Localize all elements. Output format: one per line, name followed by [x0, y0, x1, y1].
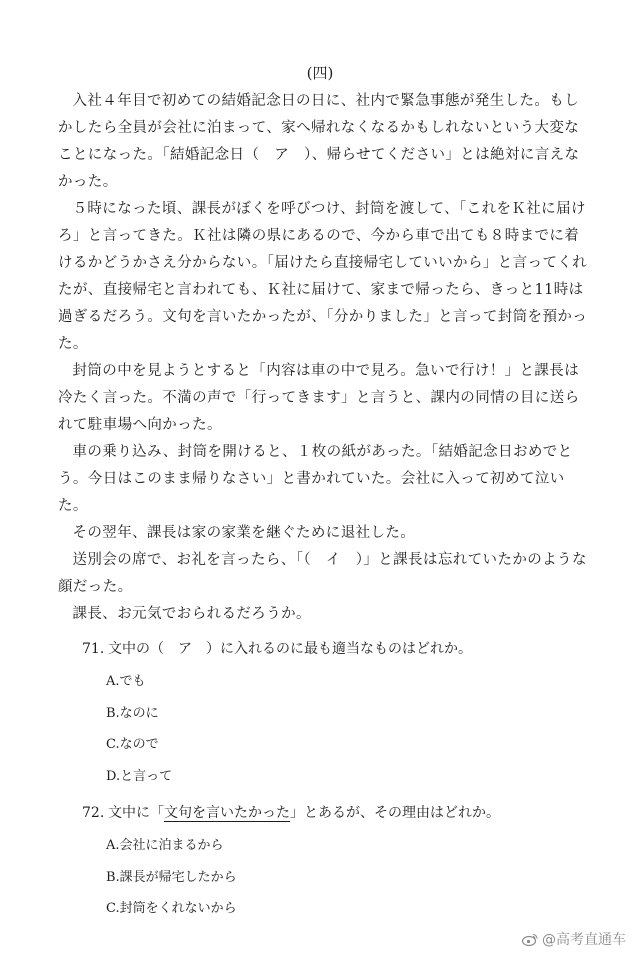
passage-paragraph: ５時になった頃、課長がぼくを呼びつけ、封筒を渡して、「これをＫ社に届けろ」と言ってきた。Ｋ社は隣の県にあるので、今から車で出ても８時までに着けるかどうかさえ分からない。「届けたら直接帰宅していいから」と言ってくれたが、直接帰宅と言われても、Ｋ社に届けて、家まで帰ったら、きっと11時は過ぎるだろう。文句を言いたかったが、「分かりました」と言って封筒を預かった。: [58, 201, 588, 352]
answer-option-c[interactable]: C.なので: [106, 737, 159, 752]
question-stem: [82, 636, 602, 662]
answer-option-d[interactable]: D.と言って: [106, 768, 173, 784]
watermark-text: @高考直通车: [542, 932, 626, 948]
watermark: [522, 929, 626, 949]
passage-paragraph: 車の乗り込み、封筒を開けると、１枚の紙があった。「結婚記念日おめでとう。今日はこのまま帰りなさい」と書かれていた。会社に入って初めて泣いた。: [58, 444, 573, 514]
passage-paragraph: 送別会の席で、お礼を言ったら、「（ イ ）」と課長は忘れていたかのような顔だった。: [58, 552, 587, 595]
section-title: (四): [306, 64, 334, 82]
question-number: 71.: [82, 641, 105, 657]
question-71: [82, 636, 602, 792]
passage-paragraph: 封筒の中を見ようとすると「内容は車の中で見ろ。急いで行け！」と課長は冷たく言った。不満の声で「行ってきます」と言うと、課内の同情の目に送られて駐車場へ向かった。: [58, 363, 580, 433]
answer-option-a[interactable]: A.でも: [106, 674, 146, 689]
passage-paragraph: 課長、お元気でおられるだろうか。: [72, 606, 311, 622]
question-text: 文中の（ ア ）に入れるのに最も適当なものはどれか。: [108, 641, 472, 657]
question-72: [82, 800, 602, 925]
question-number: 72.: [82, 805, 105, 821]
question-stem: [82, 800, 602, 826]
passage-paragraph: 入社４年目で初めての結婚記念日の日に、社内で緊急事態が発生した。もしかしたら全員が会社に泊まって、家へ帰れなくなるかもしれないという大変なことになった。「結婚記念日（ ア ）、帰らせてください」とは絶対に言えなかった。: [58, 93, 580, 190]
question-list: [82, 636, 602, 925]
answer-options: [82, 826, 602, 925]
answer-option-b[interactable]: B.課長が帰宅したから: [106, 869, 237, 885]
question-text-before: 文中に「: [108, 805, 164, 821]
question-quoted-phrase: 文句を言いたかった: [164, 805, 290, 821]
question-text-after: 」とあるが、その理由はどれか。: [290, 805, 500, 821]
reading-passage: [58, 88, 590, 628]
answer-option-b[interactable]: B.なのに: [106, 705, 159, 721]
answer-options: [82, 662, 602, 792]
answer-option-c[interactable]: C.封筒をくれないから: [106, 901, 237, 916]
weibo-icon: [522, 933, 538, 946]
answer-option-a[interactable]: A.会社に泊まるから: [106, 838, 224, 853]
passage-paragraph: その翌年、課長は家の家業を継ぐために退社した。: [72, 525, 416, 541]
